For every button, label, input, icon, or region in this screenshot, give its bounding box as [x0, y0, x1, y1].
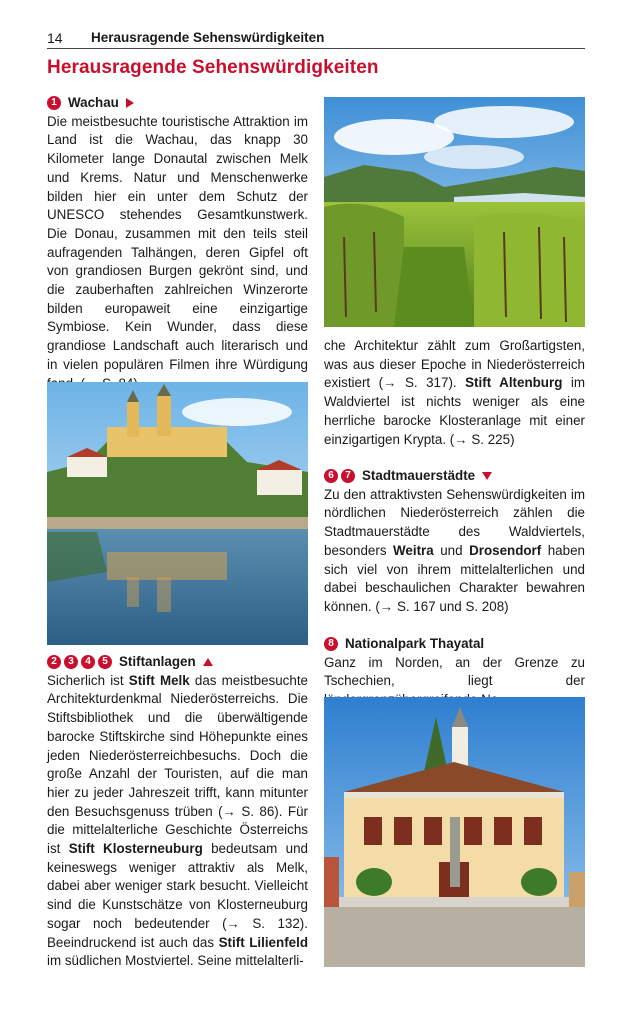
bold-term: Stift Altenburg [465, 375, 563, 391]
triangle-down-icon [482, 472, 492, 480]
section-text: Zu den attraktivsten Sehenswürdigkeiten im nördlichen Niederösterreich zählen die Stadtmauerstädte des Waldviertels, besonders Weitra und Drosendorf haben sich viel von ihrem mittelalterlichen und dabei beschaulichen Charakter bewahren können. (→ S. 167 und S. 208) [324, 486, 585, 614]
section-heading [47, 94, 308, 113]
section-text-continued: che Architektur zählt zum Großartigsten, was aus dieser Epoche in Niederösterreich existiert (→ S. 317). Stift Altenburg im Waldviertel ist nichts weniger als eine herrliche barocke Klosteranlage mit einer einzigartigen Krypta. (→ S. 225) [324, 338, 585, 447]
running-title: Herausragende Sehenswürdigkeiten [91, 30, 325, 45]
bold-term: Stift Lilienfeld [218, 934, 308, 950]
running-header [47, 30, 585, 49]
section-title: Wachau [68, 95, 119, 110]
number-badge: 7 [341, 469, 355, 483]
triangle-right-icon [126, 98, 134, 108]
section-text: Ganz im Norden, an der Grenze zu Tschechien, liegt der [324, 654, 585, 689]
town-hall-photo [324, 697, 585, 967]
section-heading [47, 653, 308, 672]
section-wachau [47, 94, 308, 393]
number-badge: 4 [81, 655, 95, 669]
page-number: 14 [47, 30, 63, 46]
number-badge: 3 [64, 655, 78, 669]
page-title: Herausragende Sehenswürdigkeiten [47, 57, 379, 78]
section-heading [324, 635, 585, 654]
melk-abbey-photo [47, 382, 308, 645]
wachau-vineyard-photo [324, 97, 585, 327]
number-badge: 6 [324, 469, 338, 483]
number-badge: 1 [47, 96, 61, 110]
section-heading [324, 467, 585, 486]
section-stadtmauerstaedte [324, 467, 585, 617]
section-title: Stiftanlagen [119, 654, 196, 669]
bold-term: Drosendorf [469, 542, 542, 558]
section-text: Sicherlich ist Stift Melk das meistbesuchte Architekturdenkmal Niederösterreichs. Die Stiftsbibliothek und die überwältigende barocke Stiftskirche sind Höhepunkte eines jeden Niederösterreichbesuchs. Doch die große Anzahl der Touristen, auf die man hier zu jeder Jahreszeit trifft, kann mitunter den Besuchsgenuss trüben (→ S. 86). Für die mittelalterliche Geschichte Österreichs ist Stift Klosterneuburg bedeutsam und keineswegs weniger attraktiv als Melk, dabei aber weniger stark besucht. Vielleicht sind die Kunstschätze von Klosterneuburg sogar noch bedeutender (→ S. 132). Beeindruckend ist auch das Stift Lilienfeld im südlichen Mostviertel. Seine mittelalterli- [47, 672, 308, 969]
bold-term: Stift Melk [128, 672, 190, 688]
triangle-up-icon [203, 658, 213, 666]
section-title: Stadtmauerstädte [362, 468, 476, 483]
section-stiftanlagen [47, 653, 308, 971]
section-text: Die meistbesuchte touristische Attraktion im Land ist die Wachau, das knapp 30 Kilometer lange Donautal zwischen Melk und Krems. Natur und Menschenwerke bilden hier ein unter dem Schutz der UNESCO stehendes Gesamtkunstwerk. Die Donau, zusammen mit den teils steil aufragenden Talhängen, deren Gipfel oft von grandiosen Burgen gekrönt sind, und die zauberhaften zahlreichen Winzerorte bilden europaweit eine einzigartige Symbiose. Kein Wunder, dass diese grandiose Landschaft auch literarisch und in vielen populären Filmen ihre Würdigung [47, 113, 308, 372]
section-stift-continued [324, 337, 585, 449]
number-badge: 8 [324, 637, 338, 651]
bold-term: Weitra [393, 542, 434, 558]
section-title: Nationalpark Thayatal [345, 636, 485, 651]
number-badge: 5 [98, 655, 112, 669]
number-badge: 2 [47, 655, 61, 669]
bold-term: Stift Klosterneuburg [68, 841, 203, 857]
